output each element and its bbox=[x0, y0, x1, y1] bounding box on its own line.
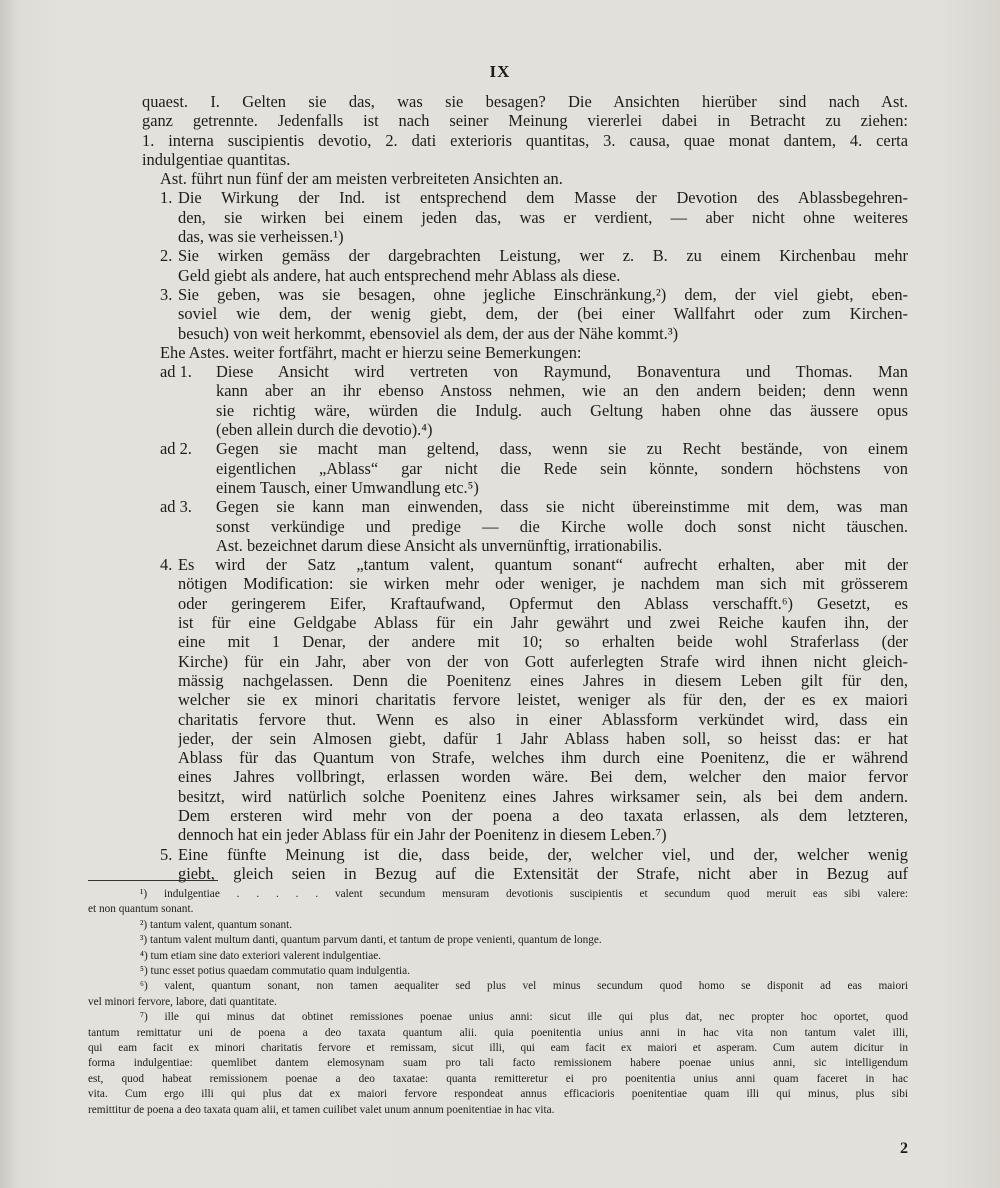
text-line: den, sie wirken bei einem jeden das, was er verdient, — aber nicht ohne weiteres bbox=[178, 207, 908, 227]
text-line: Gegen sie kann man einwenden, dass sie nicht übereinstimme mit dem, was man bbox=[216, 497, 908, 517]
footnotes bbox=[88, 887, 908, 1118]
text-line: ist für eine Geldgabe Ablass für ein Jahr gewährt und zwei Reiche kaufen ihn, der bbox=[178, 613, 908, 633]
footnote-line: ⁴) tum etiam sine dato exteriori valerent indulgentiae. bbox=[140, 949, 382, 962]
remark-label: ad 2. bbox=[160, 439, 192, 459]
intro-paragraph bbox=[142, 92, 908, 169]
footnote-line: ⁶) valent, quantum sonant, non tamen aequaliter sed plus vel minus secundum quod homo se disponit ad eas maiori bbox=[140, 980, 908, 993]
text-line: sonst verkündige und predige — die Kirche wolle doch sonst nicht täuschen. bbox=[216, 516, 908, 536]
footnote-divider bbox=[88, 880, 218, 881]
list-item bbox=[142, 246, 908, 285]
text-line: Ablass für das Quantum von Strafe, welches ihm durch eine Poenitenz, die er während bbox=[178, 748, 908, 768]
item-number: 2. bbox=[160, 246, 173, 266]
text-line: Geld giebt als andere, hat auch entsprechend mehr Ablass als diese. bbox=[178, 265, 621, 285]
list-item bbox=[142, 285, 908, 343]
text-line: (eben allein durch die devotio).⁴) bbox=[216, 420, 433, 440]
remark-label: ad 1. bbox=[160, 362, 192, 382]
text-line: Es wird der Satz „tantum valent, quantum sonant“ aufrecht erhalten, aber mit der bbox=[178, 555, 908, 575]
text-line: indulgentiae quantitas. bbox=[142, 149, 291, 169]
text-line: Gegen sie macht man geltend, dass, wenn sie zu Recht bestände, von einem bbox=[216, 439, 908, 459]
footnote-line: vel minori fervore, labore, dati quantitate. bbox=[88, 995, 277, 1008]
text-line: eigentlichen „Ablass“ gar nicht die Rede sein könnte, sondern höchstens von bbox=[216, 458, 908, 478]
text-line: Eine fünfte Meinung ist die, dass beide, der, welcher viel, und der, welcher wenig bbox=[178, 844, 908, 864]
main-text bbox=[142, 92, 908, 883]
item-number: 1. bbox=[160, 188, 173, 208]
text-line: Ast. führt nun fünf der am meisten verbreiteten Ansichten an. bbox=[160, 169, 563, 189]
text-line: nötigen Modification: sie wirken mehr oder weniger, je nachdem man sich mit grösserem bbox=[178, 574, 908, 594]
page-header-roman-numeral: IX bbox=[489, 62, 511, 81]
footnote-line: ⁵) tunc esset potius quaedam commutatio quam indulgentia. bbox=[140, 965, 410, 978]
text-line: besuch) von weit herkommt, ebensoviel als dem, der aus der Nähe kommt.³) bbox=[178, 323, 679, 343]
text-line: Diese Ansicht wird vertreten von Raymund, Bonaventura und Thomas. Man bbox=[216, 362, 908, 382]
footnote-line: vita. Cum ergo illi qui plus dat ex maiori fervore respondeat annus efficacioris poenitentiae quam illi qui minus, plus sibi bbox=[88, 1088, 908, 1101]
text-line: das, was sie verheissen.¹) bbox=[178, 227, 344, 247]
remark-label: ad 3. bbox=[160, 497, 192, 517]
text-line: Ehe Astes. weiter fortfährt, macht er hierzu seine Bemerkungen: bbox=[160, 342, 582, 362]
text-line: Sie wirken gemäss der dargebrachten Leistung, wer z. B. zu einem Kirchenbau mehr bbox=[178, 246, 908, 266]
text-line: kann aber an ihr ebenso Anstoss nehmen, wie an den andern beiden; denn wenn bbox=[216, 381, 908, 401]
text-line: jeder, der sein Almosen giebt, dafür 1 Jahr Ablass haben soll, so heisst das: er hat bbox=[178, 728, 908, 748]
footnote-line: remittitur de poena a deo taxata quam alii, et tamen cuilibet valet unum annum poenitentiae in hac vita. bbox=[88, 1103, 555, 1116]
list-item bbox=[142, 845, 908, 884]
text-line: besitzt, wird natürlich solche Poenitenz eines Jahres wirksamer sein, als bei dem andern. bbox=[178, 786, 908, 806]
text-line: Ast. bezeichnet darum diese Ansicht als unvernünftig, irrationabilis. bbox=[216, 535, 663, 555]
text-line: mässig nachgelassen. Denn die Poenitenz eines Jahres in diesem Leben gilt für den, bbox=[178, 670, 908, 690]
item-number: 4. bbox=[160, 555, 173, 575]
footnote-line: tantum remittatur uni de poena a deo taxata quantum alii. quia poenitentia unius anni in hac vita non tantum valet illi, bbox=[88, 1026, 908, 1039]
footnote-line: ²) tantum valent, quantum sonant. bbox=[140, 918, 293, 931]
text-line: 1. interna suscipientis devotio, 2. dati exterioris quantitas, 3. causa, quae monat dantem, 4. certa bbox=[142, 130, 908, 150]
text-line: Die Wirkung der Ind. ist entsprechend dem Masse der Devotion des Ablassbegehren- bbox=[178, 188, 908, 208]
text-line: ganz getrennte. Jedenfalls ist nach seiner Meinung viererlei dabei in Betracht zu ziehen: bbox=[142, 111, 908, 131]
text-line: Sie geben, was sie besagen, ohne jegliche Einschränkung,²) dem, der viel giebt, eben- bbox=[178, 284, 908, 304]
text-line: charitatis fervore thut. Wenn es also in einer Ablassform verkündet wird, dass ein bbox=[178, 709, 908, 729]
text-line: soviel wie dem, der wenig giebt, dem, der (bei einer Wallfahrt oder zum Kirchen- bbox=[178, 304, 908, 324]
text-line: quaest. I. Gelten sie das, was sie besagen? Die Ansichten hierüber sind nach Ast. bbox=[142, 92, 908, 111]
text-line: eines Jahres vollbringt, erlassen worden wäre. Bei dem, welcher den maior fervor bbox=[178, 767, 908, 787]
text-line: Kirche) für ein Jahr, aber von der von Gott auferlegten Strafe wird ihnen nicht gleich- bbox=[178, 651, 908, 671]
footnote-line: ¹) indulgentiae . . . . . valent secundum mensuram devotionis suscipientis et secundum quod meruit eas sibi valere: bbox=[140, 888, 908, 900]
item-number: 5. bbox=[160, 844, 173, 864]
footnote-line: et non quantum sonant. bbox=[88, 903, 194, 916]
footnote-line: forma indulgentiae: quemlibet dantem elemosynam suam pro tali facto remissionem habere poenae unius anni, sic intelligendum bbox=[88, 1057, 908, 1070]
remark-item bbox=[142, 439, 908, 497]
footnote-line: ³) tantum valent multum danti, quantum parvum danti, et tantum de prope venienti, quantum de longe. bbox=[140, 934, 602, 947]
text-line: eine mit 1 Denar, der andere mit 10; so erhalten beide wohl Straferlass (der bbox=[178, 632, 908, 652]
text-line: giebt, gleich seien in Bezug auf die Extensität der Strafe, nicht aber in Bezug auf bbox=[178, 863, 908, 883]
text-line: Dem ersteren wird mehr von der poena a deo taxata erlassen, als dem letzteren, bbox=[178, 805, 908, 825]
text-line: dennoch hat ein jeder Ablass für ein Jahr der Poenitenz in diesem Leben.⁷) bbox=[178, 825, 667, 845]
text-line: einem Tausch, einer Umwandlung etc.⁵) bbox=[216, 477, 479, 497]
remark-item bbox=[142, 497, 908, 555]
text-line: welcher sie ex minori charitatis fervore leistet, weniger als für den, der es ex maiori bbox=[178, 690, 908, 710]
remark-item bbox=[142, 362, 908, 439]
page-number: 2 bbox=[900, 1140, 908, 1157]
text-line: oder geringerem Eifer, Kraftaufwand, Opfermut den Ablass verschafft.⁶) Gesetzt, es bbox=[178, 593, 908, 613]
list-item bbox=[142, 555, 908, 844]
footnote-line: ⁷) ille qui minus dat obtinet remissiones poenae unius anni: sicut ille qui plus dat, nec propter hoc oportet, quod bbox=[140, 1011, 908, 1024]
footnote-line: est, quod habeat remissionem poenae a deo taxatae: quanta remitteretur ei pro poenitentia unius anni quam faceret in hac bbox=[88, 1072, 908, 1085]
text-line: sie richtig wäre, würden die Indulg. auch Geltung haben ohne das äussere opus bbox=[216, 400, 908, 420]
item-number: 3. bbox=[160, 284, 173, 304]
footnote-line: qui eam facit ex minori charitatis fervore et remissam, sicut illi, qui eam facit ex maiori et asperam. Cum autem dicitur in bbox=[88, 1042, 908, 1055]
list-item bbox=[142, 188, 908, 246]
